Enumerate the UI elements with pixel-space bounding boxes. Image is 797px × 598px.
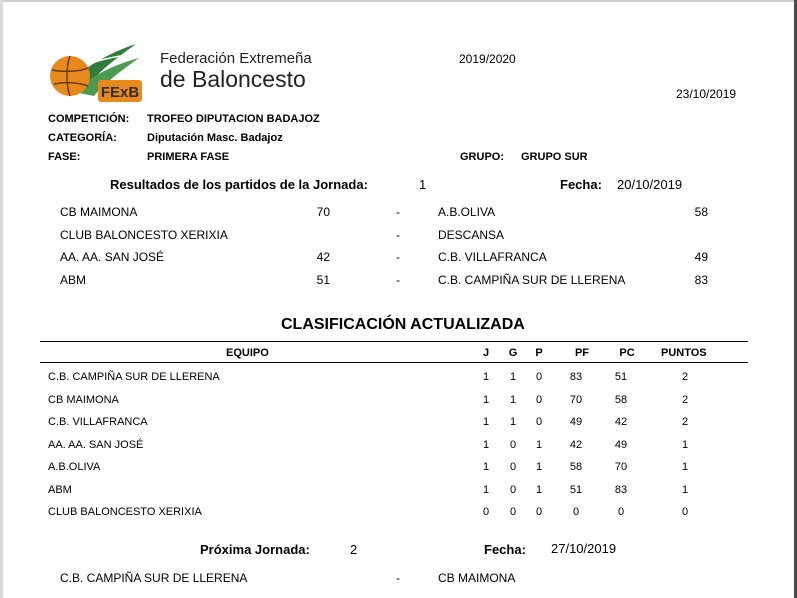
- fase-label: FASE:: [48, 151, 81, 163]
- competicion-value: TROFEO DIPUTACION BADAJOZ: [147, 113, 320, 125]
- g-cell: 1: [509, 393, 517, 406]
- pc-cell: 83: [614, 483, 628, 496]
- pc-cell: 70: [614, 461, 628, 473]
- j-cell: 1: [482, 438, 490, 451]
- p-cell: 0: [535, 506, 543, 518]
- p-cell: 1: [535, 483, 543, 496]
- col-pc: PC: [619, 347, 635, 359]
- away-score: 83: [694, 273, 708, 287]
- home-team: C.B. CAMPIÑA SUR DE LLERENA: [60, 571, 248, 585]
- match-separator: -: [396, 205, 400, 219]
- team-cell: A.B.OLIVA: [48, 461, 101, 473]
- j-cell: 1: [482, 371, 490, 383]
- g-cell: 1: [509, 371, 517, 383]
- org-name-line2: de Baloncesto: [160, 66, 306, 92]
- away-team: DESCANSA: [438, 228, 505, 242]
- svg-text:FExB: FExB: [100, 84, 140, 101]
- home-score: 51: [316, 273, 330, 287]
- j-cell: 0: [482, 506, 490, 518]
- j-cell: 1: [482, 393, 490, 406]
- pf-cell: 0: [572, 506, 580, 518]
- categoria-label: CATEGORÍA:: [48, 132, 117, 144]
- table-top-rule: [40, 341, 748, 342]
- g-cell: 0: [509, 506, 517, 518]
- grupo-label: GRUPO:: [460, 151, 504, 163]
- p-cell: 1: [535, 438, 543, 451]
- j-cell: 1: [482, 416, 490, 428]
- team-cell: CB MAIMONA: [48, 393, 119, 406]
- p-cell: 0: [535, 371, 543, 383]
- pf-cell: 49: [569, 416, 583, 428]
- pc-cell: 49: [614, 438, 628, 451]
- pf-cell: 42: [569, 438, 583, 451]
- match-separator: -: [396, 273, 400, 287]
- pf-cell: 83: [569, 371, 583, 383]
- g-cell: 0: [509, 483, 517, 496]
- pts-cell: 1: [681, 483, 689, 496]
- home-score: 70: [316, 205, 330, 219]
- p-cell: 0: [535, 393, 543, 406]
- col-puntos: PUNTOS: [661, 347, 707, 359]
- j-cell: 1: [482, 461, 490, 473]
- col-equipo: EQUIPO: [226, 347, 269, 359]
- away-team: CB MAIMONA: [438, 571, 516, 585]
- next-jornada: 2: [350, 542, 358, 557]
- col-j: J: [482, 347, 490, 359]
- away-score: 49: [694, 250, 708, 264]
- pf-cell: 70: [569, 393, 583, 406]
- report-date: 23/10/2019: [676, 87, 737, 101]
- pts-cell: 2: [681, 371, 689, 383]
- org-name-line1: Federación Extremeña: [160, 50, 312, 67]
- pf-cell: 51: [569, 483, 583, 496]
- g-cell: 0: [509, 461, 517, 473]
- results-title: Resultados de los partidos de la Jornada:: [110, 177, 368, 192]
- col-p: P: [535, 347, 543, 359]
- j-cell: 1: [482, 483, 490, 496]
- page-border-left: [0, 0, 3, 598]
- away-team: C.B. VILLAFRANCA: [438, 250, 547, 264]
- grupo-value: GRUPO SUR: [521, 151, 588, 163]
- categoria-value: Diputación Masc. Badajoz: [147, 132, 283, 144]
- home-team: AA. AA. SAN JOSÉ: [60, 250, 165, 264]
- results-fecha-label: Fecha:: [560, 177, 602, 192]
- team-cell: C.B. VILLAFRANCA: [48, 416, 148, 428]
- pts-cell: 1: [681, 438, 689, 451]
- table-header-rule: [40, 362, 748, 363]
- next-title: Próxima Jornada:: [200, 542, 310, 557]
- pts-cell: 2: [681, 393, 689, 406]
- pf-cell: 58: [569, 461, 583, 473]
- team-cell: CLUB BALONCESTO XERIXIA: [48, 506, 202, 518]
- season: 2019/2020: [459, 52, 516, 66]
- page-border-top: [0, 0, 797, 2]
- home-team: CLUB BALONCESTO XERIXIA: [60, 228, 228, 242]
- results-jornada: 1: [419, 177, 427, 192]
- pc-cell: 58: [614, 393, 628, 406]
- match-separator: -: [396, 571, 400, 585]
- away-team: C.B. CAMPIÑA SUR DE LLERENA: [438, 273, 626, 287]
- home-score: 42: [316, 250, 330, 264]
- pc-cell: 42: [614, 416, 628, 428]
- next-fecha-value: 27/10/2019: [551, 541, 617, 556]
- match-separator: -: [396, 228, 400, 242]
- p-cell: 1: [535, 461, 543, 473]
- pts-cell: 0: [681, 506, 689, 518]
- team-cell: ABM: [48, 483, 72, 496]
- team-cell: C.B. CAMPIÑA SUR DE LLERENA: [48, 371, 220, 383]
- g-cell: 0: [509, 438, 517, 451]
- home-team: CB MAIMONA: [60, 205, 138, 219]
- col-g: G: [508, 347, 518, 359]
- pts-cell: 1: [681, 461, 689, 473]
- fase-value: PRIMERA FASE: [147, 151, 230, 163]
- away-team: A.B.OLIVA: [438, 205, 496, 219]
- home-team: ABM: [60, 273, 87, 287]
- pc-cell: 51: [614, 371, 628, 383]
- pc-cell: 0: [617, 506, 625, 518]
- federation-logo-icon: [44, 36, 144, 106]
- col-pf: PF: [574, 347, 590, 359]
- results-fecha-value: 20/10/2019: [617, 177, 683, 192]
- g-cell: 1: [509, 416, 517, 428]
- standings-title: CLASIFICACIÓN ACTUALIZADA: [281, 316, 525, 333]
- match-separator: -: [396, 250, 400, 264]
- away-score: 58: [694, 205, 708, 219]
- team-cell: AA. AA. SAN JOSÉ: [48, 438, 144, 451]
- pts-cell: 2: [681, 416, 689, 428]
- p-cell: 0: [535, 416, 543, 428]
- next-fecha-label: Fecha:: [484, 542, 526, 557]
- competicion-label: COMPETICIÓN:: [48, 113, 130, 125]
